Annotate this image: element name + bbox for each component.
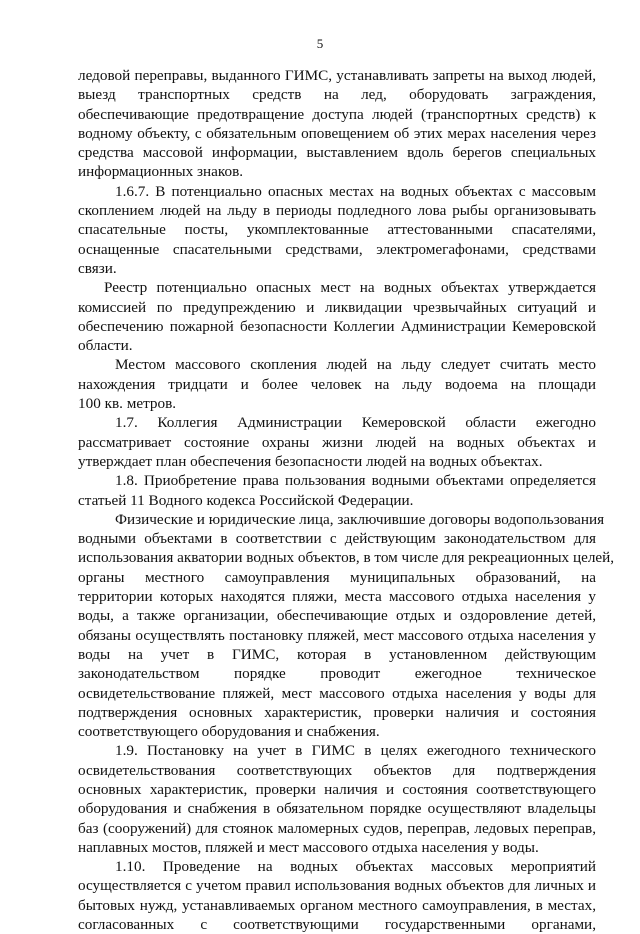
text-line: соответствующего оборудования и снабжения. (78, 723, 380, 741)
text-line: обеспечивающие предотвращение доступа людей (транспортных средств) к (78, 105, 596, 123)
text-line: 1.7. Коллегия Администрации Кемеровской области ежегодно (115, 414, 596, 432)
text-line: водными объектами в соответствии с действующим законодательством для (78, 530, 596, 548)
text-line: области. (78, 337, 133, 355)
text-line: освидетельствования соответствующих объектов для подтверждения (78, 761, 596, 779)
text-line: обязаны осуществлять постановку пляжей, мест массового отдыха населения у (78, 626, 596, 644)
text-line: нахождения тридцати и более человек на льду водоема на площади (78, 375, 596, 393)
text-line: 1.10. Проведение на водных объектах массовых мероприятий (115, 858, 596, 876)
text-line: воды на учет в ГИМС, которая в установленном действующим (78, 645, 596, 663)
text-line: согласованных с соответствующими государственными органами, (78, 916, 596, 934)
paragraph (78, 278, 596, 355)
text-line: оснащенные спасательными средствами, электромегафонами, средствами (78, 240, 596, 258)
text-line: воды, а также организации, обеспечивающие отдых и оздоровление детей, (78, 607, 596, 625)
text-line: скоплением людей на льду в периоды подледного лова рыбы организовывать (78, 202, 596, 220)
paragraph (78, 857, 596, 934)
paragraph (78, 355, 596, 413)
text-line: спасательные посты, укомплектованные аттестованными спасателями, (78, 221, 596, 239)
text-line: 1.8. Приобретение права пользования водными объектами определяется (115, 472, 596, 490)
text-line: информационных знаков. (78, 163, 244, 181)
paragraph (78, 471, 596, 510)
text-line: осуществляется с учетом правил использования водных объектов для личных и (78, 877, 596, 895)
paragraph (78, 182, 596, 278)
text-line: подтверждения основных характеристик, проверки наличия и состояния (78, 703, 596, 721)
paragraph (78, 66, 596, 182)
text-line: законодательством порядке проводит ежегодное техническое (78, 665, 596, 683)
paragraph (78, 741, 596, 857)
text-line: органы местного самоуправления муниципальных образований, на (78, 568, 596, 586)
text-line: статьей 11 Водного кодекса Российской Федерации. (78, 491, 414, 509)
text-line: водному объекту, с обязательным оповещением об этих мерах населения через (78, 124, 596, 142)
text-line: Местом массового скопления людей на льду следует считать место (115, 356, 596, 374)
text-line: обеспечению пожарной безопасности Коллегии Администрации Кемеровской (78, 317, 596, 335)
text-line: освидетельствование пляжей, мест массового отдыха населения у воды для (78, 684, 596, 702)
text-line: связи. (78, 259, 117, 277)
page-number: 5 (316, 36, 324, 51)
text-line: Реестр потенциально опасных мест на водных объектах утверждается (104, 279, 596, 297)
paragraph (78, 510, 615, 742)
text-line: баз (сооружений) для стоянок маломерных судов, переправ, ледовых переправ, (78, 819, 596, 837)
text-line: 100 кв. метров. (78, 395, 177, 413)
text-line: основных характеристик, проверки наличия и состояния соответствующего (78, 780, 596, 798)
text-line: рассматривает состояние охраны жизни людей на водных объектах и (78, 433, 596, 451)
text-line: использования акватории водных объектов, в том числе для рекреационных целей, (78, 549, 615, 567)
text-line: Физические и юридические лица, заключившие договоры водопользования (115, 510, 605, 528)
text-line: ледовой переправы, выданного ГИМС, устанавливать запреты на выход людей, (78, 67, 596, 84)
text-line: 1.6.7. В потенциально опасных местах на водных объектах с массовым (115, 182, 596, 200)
text-line: комиссией по предупреждению и ликвидации чрезвычайных ситуаций и (78, 298, 596, 316)
text-line: выезд транспортных средств на лед, оборудовать заграждения, (78, 86, 596, 104)
text-line: средства массовой информации, выставлением вдоль берегов специальных (78, 144, 596, 162)
text-line: территории которых находятся пляжи, места массового отдыха населения у (78, 588, 596, 606)
document-body (78, 66, 615, 934)
text-line: утверждает план обеспечения безопасности людей на водных объектах. (78, 452, 543, 470)
text-line: 1.9. Постановку на учет в ГИМС в целях ежегодного технического (115, 742, 596, 760)
text-line: бытовых нужд, устанавливаемых органом местного самоуправления, в местах, (78, 896, 596, 914)
text-line: оборудования и снабжения в обязательном порядке осуществляют владельцы (78, 800, 596, 818)
text-line: наплавных мостов, пляжей и мест массового отдыха населения у воды. (78, 838, 539, 856)
paragraph (78, 413, 596, 471)
